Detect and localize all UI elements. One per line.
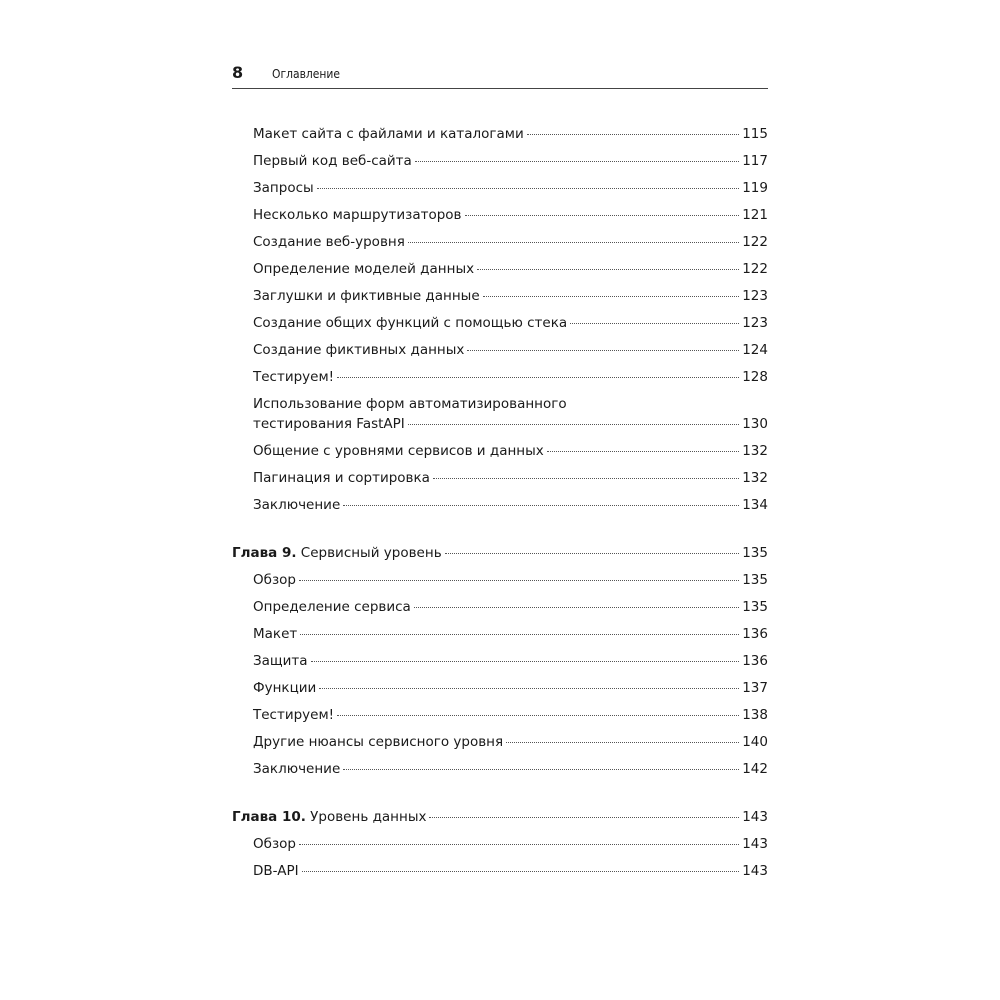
- toc-entry-page: 136: [742, 653, 768, 669]
- dot-leader: [433, 477, 739, 479]
- dot-leader: [547, 450, 739, 452]
- toc-entry[interactable]: [232, 441, 768, 461]
- toc-entry[interactable]: [232, 340, 768, 360]
- toc-entry-title: Функции: [253, 680, 317, 696]
- toc-chapter-title: [232, 543, 442, 563]
- toc-entry-title: Запросы: [253, 180, 314, 196]
- chapter-name: Сервисный уровень: [300, 545, 442, 561]
- toc-entry-page: 130: [742, 416, 768, 432]
- toc-entry-page: 123: [742, 315, 768, 331]
- toc-entry-title: Пагинация и сортировка: [253, 470, 430, 486]
- toc-entry-page: 137: [742, 680, 768, 696]
- toc-entry-title-line1: Использование форм автоматизированного: [253, 396, 567, 412]
- toc-entry-title: Заключение: [253, 497, 341, 513]
- toc-entry-title: Обзор: [253, 572, 296, 588]
- toc-entry-page: 122: [742, 234, 768, 250]
- toc-chapter-10[interactable]: [232, 807, 768, 827]
- toc-entry-title: Обзор: [253, 836, 296, 852]
- toc-entry-page: 134: [742, 497, 768, 513]
- toc-entry-title: Создание общих функций с помощью стека: [253, 315, 568, 331]
- toc-entry-page: 132: [742, 443, 768, 459]
- toc-entry-title: Определение моделей данных: [253, 261, 475, 277]
- toc-entry-title: Заключение: [253, 761, 341, 777]
- toc-entry-page: 117: [742, 153, 768, 169]
- toc-entry-title: Определение сервиса: [253, 599, 411, 615]
- toc-chapter-page: 135: [742, 545, 768, 561]
- toc-entry-page: 142: [742, 761, 768, 777]
- toc-chapter-title: [232, 807, 426, 827]
- toc-entry-title: Тестируем!: [253, 707, 335, 723]
- toc-entry[interactable]: [232, 624, 768, 644]
- toc-entry-page: 119: [742, 180, 768, 196]
- dot-leader: [300, 633, 739, 635]
- dot-leader: [337, 376, 739, 378]
- chapter-label: Глава 9.: [232, 545, 297, 561]
- toc-entry[interactable]: [232, 394, 768, 434]
- toc-entry-page: 143: [742, 863, 768, 879]
- toc-entry-title: DB-API: [253, 863, 299, 879]
- toc-entry[interactable]: [232, 205, 768, 225]
- dot-leader: [483, 295, 740, 297]
- toc-entry-page: 122: [742, 261, 768, 277]
- toc-entry-page: 135: [742, 572, 768, 588]
- dot-leader: [408, 241, 739, 243]
- dot-leader: [429, 816, 739, 818]
- toc-entry[interactable]: [232, 124, 768, 144]
- toc-entry[interactable]: [232, 651, 768, 671]
- toc-entry-title: Несколько маршрутизаторов: [253, 207, 462, 223]
- toc-entry[interactable]: [232, 286, 768, 306]
- dot-leader: [415, 160, 739, 162]
- dot-leader: [445, 552, 740, 554]
- toc-entry[interactable]: [232, 468, 768, 488]
- toc-entry[interactable]: [232, 570, 768, 590]
- toc-entry-page: 136: [742, 626, 768, 642]
- toc-entry-title: Тестируем!: [253, 369, 335, 385]
- toc-entry-page: 123: [742, 288, 768, 304]
- dot-leader: [299, 579, 739, 581]
- section-gap: [232, 522, 768, 543]
- toc-entry-page: 115: [742, 126, 768, 142]
- toc-entry-title: Защита: [253, 653, 308, 669]
- toc-entry-title: Создание фиктивных данных: [253, 342, 465, 358]
- dot-leader: [311, 660, 740, 662]
- dot-leader: [337, 714, 739, 716]
- toc-entry[interactable]: [232, 495, 768, 515]
- toc-entry-title: Другие нюансы сервисного уровня: [253, 734, 504, 750]
- toc-chapter-page: 143: [742, 809, 768, 825]
- dot-leader: [299, 843, 739, 845]
- chapter-name: Уровень данных: [310, 809, 427, 825]
- toc-entry-page: 135: [742, 599, 768, 615]
- dot-leader: [570, 322, 739, 324]
- toc-entry[interactable]: [232, 678, 768, 698]
- toc-entry[interactable]: [232, 732, 768, 752]
- toc-entry-page: 140: [742, 734, 768, 750]
- toc-entry[interactable]: [232, 597, 768, 617]
- toc-entry[interactable]: [232, 705, 768, 725]
- toc-entry[interactable]: [232, 178, 768, 198]
- dot-leader: [467, 349, 739, 351]
- toc-entry[interactable]: [232, 861, 768, 881]
- toc-entry-page: 132: [742, 470, 768, 486]
- dot-leader: [527, 133, 739, 135]
- table-of-contents: [232, 124, 768, 888]
- toc-entry[interactable]: [232, 367, 768, 387]
- toc-entry-title: Макет сайта с файлами и каталогами: [253, 126, 524, 142]
- toc-entry[interactable]: [232, 232, 768, 252]
- toc-entry-title: Общение с уровнями сервисов и данных: [253, 443, 544, 459]
- toc-entry-title-line2: тестирования FastAPI: [253, 416, 405, 432]
- toc-entry[interactable]: [232, 259, 768, 279]
- toc-chapter-9[interactable]: [232, 543, 768, 563]
- toc-entry[interactable]: [232, 313, 768, 333]
- running-title: Оглавление: [272, 66, 341, 81]
- dot-leader: [414, 606, 739, 608]
- dot-leader: [302, 870, 740, 872]
- dot-leader: [343, 768, 739, 770]
- dot-leader: [343, 504, 739, 506]
- dot-leader: [319, 687, 739, 689]
- toc-entry-title: Первый код веб-сайта: [253, 153, 412, 169]
- toc-entry[interactable]: [232, 151, 768, 171]
- toc-entry-title: Макет: [253, 626, 298, 642]
- dot-leader: [477, 268, 739, 270]
- page-header: [232, 62, 768, 89]
- chapter-label: Глава 10.: [232, 809, 306, 825]
- toc-entry-page: 128: [742, 369, 768, 385]
- toc-entry-page: 138: [742, 707, 768, 723]
- toc-entry-title: Заглушки и фиктивные данные: [253, 288, 480, 304]
- dot-leader: [317, 187, 740, 189]
- toc-entry-page: 124: [742, 342, 768, 358]
- section-gap: [232, 786, 768, 807]
- toc-entry-page: 143: [742, 836, 768, 852]
- toc-entry-title: Создание веб-уровня: [253, 234, 405, 250]
- dot-leader: [506, 741, 739, 743]
- dot-leader: [408, 423, 739, 425]
- dot-leader: [465, 214, 740, 216]
- toc-entry-page: 121: [742, 207, 768, 223]
- page-number: 8: [232, 63, 244, 82]
- toc-entry[interactable]: [232, 759, 768, 779]
- toc-entry[interactable]: [232, 834, 768, 854]
